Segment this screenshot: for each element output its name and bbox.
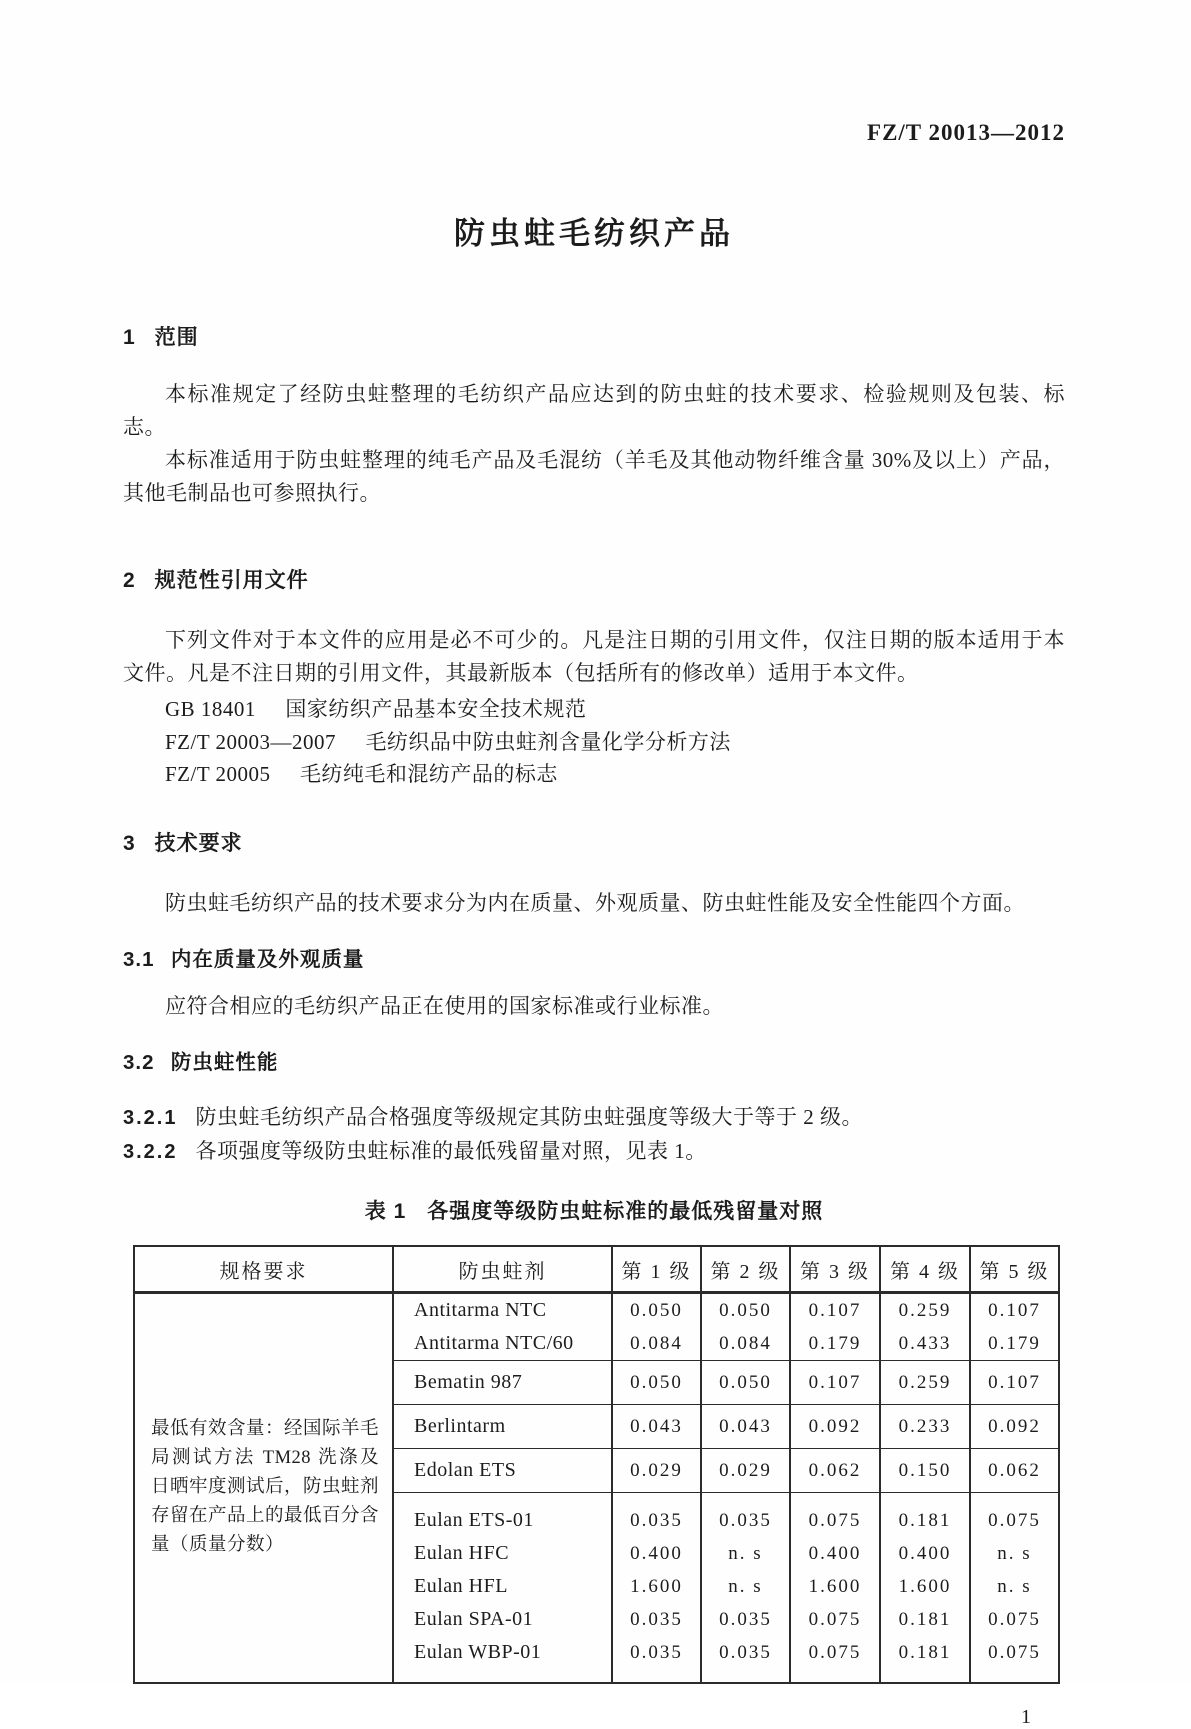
grade-value-cell: 0.107: [790, 1360, 880, 1404]
agent-name-cell: Edolan ETS: [393, 1448, 612, 1492]
grade-value-cell: 0.181: [880, 1603, 970, 1636]
agent-name-cell: Antitarma NTC/60: [393, 1327, 612, 1361]
scope-paragraph-1: 本标准规定了经防虫蛀整理的毛纺织产品应达到的防虫蛀的技术要求、检验规则及包装、标志。: [123, 382, 1065, 439]
table-header-row: [134, 1246, 1059, 1293]
subsection-number: 3.1: [123, 947, 155, 971]
grade-value-cell: 1.600: [880, 1570, 970, 1603]
table-caption-text: 各强度等级防虫蛀标准的最低残留量对照: [427, 1199, 824, 1223]
agent-name-cell: Eulan HFL: [393, 1570, 612, 1603]
page-content: [123, 0, 1065, 1729]
reference-code: GB 18401: [165, 697, 256, 721]
subsection-title: 防虫蛀性能: [170, 1050, 279, 1074]
column-header-grade-3: 第 3 级: [790, 1246, 880, 1293]
standard-code: FZ/T 20013—2012: [867, 120, 1065, 145]
reference-item: [123, 693, 1065, 726]
reference-item: [123, 758, 1065, 791]
clause-number: 3.2.1: [123, 1106, 178, 1129]
agent-name-cell: Eulan WBP-01: [393, 1636, 612, 1683]
grade-value-cell: 0.050: [612, 1292, 701, 1327]
section-number: 3: [123, 831, 136, 855]
section-heading-scope: [123, 321, 1065, 351]
reference-code: FZ/T 20003—2007: [165, 729, 337, 754]
scope-paragraph-2: 本标准适用于防虫蛀整理的纯毛产品及毛混纺（羊毛及其他动物纤维含量 30%及以上）产品，其他毛制品也可参照执行。: [123, 448, 1065, 505]
grade-value-cell: 0.400: [612, 1537, 701, 1570]
table-1-caption: [123, 1195, 1065, 1225]
grade-value-cell: 0.181: [880, 1492, 970, 1537]
column-header-grade-4: 第 4 级: [880, 1246, 970, 1293]
agent-name-cell: Eulan SPA-01: [393, 1603, 612, 1636]
grade-value-cell: 0.259: [880, 1292, 970, 1327]
section-number: 1: [123, 326, 136, 349]
grade-value-cell: 1.600: [790, 1570, 880, 1603]
grade-value-cell: 0.043: [612, 1404, 701, 1448]
clause-3-2-1: [123, 1101, 1065, 1135]
grade-value-cell: 1.600: [612, 1570, 701, 1603]
section-number: 2: [123, 569, 136, 592]
grade-value-cell: 0.050: [701, 1292, 790, 1327]
clause-3-2-2: [123, 1135, 1065, 1169]
page-number: 1: [1021, 1705, 1031, 1728]
grade-value-cell: 0.035: [612, 1492, 701, 1537]
grade-value-cell: n. s: [701, 1570, 790, 1603]
clause-text: 各项强度等级防虫蛀标准的最低残留量对照，见表 1。: [195, 1138, 707, 1163]
grade-value-cell: 0.035: [701, 1492, 790, 1537]
grade-value-cell: 0.233: [880, 1404, 970, 1448]
technical-intro: 防虫蛀毛纺织产品的技术要求分为内在质量、外观质量、防虫蛀性能及安全性能四个方面。: [165, 890, 1025, 915]
grade-value-cell: 0.029: [612, 1448, 701, 1492]
column-header-grade-1: 第 1 级: [612, 1246, 701, 1293]
reference-item: [123, 726, 1065, 759]
reference-title: 毛纺纯毛和混纺产品的标志: [299, 762, 558, 786]
table-row: [134, 1292, 1059, 1327]
grade-value-cell: 0.035: [701, 1603, 790, 1636]
grade-value-cell: n. s: [997, 1542, 1032, 1564]
table-caption-label: 表 1: [364, 1199, 407, 1223]
references-intro: 下列文件对于本文件的应用是必不可少的。凡是注日期的引用文件，仅注日期的版本适用于本文件。凡是不注日期的引用文件，其最新版本（包括所有的修改单）适用于本文件。: [123, 628, 1065, 685]
grade-value-cell: 0.075: [790, 1636, 880, 1683]
agent-name-cell: Eulan HFC: [393, 1537, 612, 1570]
grade-value-cell: 0.433: [880, 1327, 970, 1361]
section-title: 规范性引用文件: [154, 569, 309, 592]
subsection-heading-3-2: [123, 1045, 1065, 1075]
grade-value-cell: 0.075: [988, 1608, 1041, 1630]
column-header-spec: 规格要求: [134, 1246, 393, 1293]
grade-value-cell: 0.029: [701, 1448, 790, 1492]
grade-value-cell: 0.179: [988, 1332, 1041, 1354]
document-title: 防虫蛀毛纺织产品: [454, 216, 734, 251]
residue-comparison-table: [133, 1245, 1060, 1684]
agent-name-cell: Eulan ETS-01: [393, 1492, 612, 1537]
grade-value-cell: n. s: [701, 1537, 790, 1570]
subsection-number: 3.2: [123, 1050, 155, 1074]
grade-value-cell: 0.092: [970, 1404, 1059, 1448]
agent-name-cell: Berlintarm: [393, 1404, 612, 1448]
grade-value-cell: 0.084: [701, 1327, 790, 1361]
clause-number: 3.2.2: [123, 1140, 178, 1163]
section-heading-references: [123, 564, 1065, 594]
column-header-grade-2: 第 2 级: [701, 1246, 790, 1293]
reference-title: 毛纺织品中防虫蛀剂含量化学分析方法: [365, 729, 731, 754]
spec-requirement-cell: 最低有效含量：经国际羊毛局测试方法 TM28 洗涤及日晒牢度测试后，防虫蛀剂存留在产品上的最低百分含量（质量分数）: [134, 1292, 393, 1683]
grade-value-cell: 0.150: [880, 1448, 970, 1492]
grade-value-cell: 0.050: [701, 1360, 790, 1404]
column-header-agent: 防虫蛀剂: [393, 1246, 612, 1293]
grade-value-cell: 0.092: [790, 1404, 880, 1448]
grade-value-cell: 0.075: [988, 1641, 1041, 1663]
section-title: 技术要求: [154, 831, 243, 855]
grade-value-cell: 0.035: [612, 1603, 701, 1636]
grade-value-cell: 0.062: [970, 1448, 1059, 1492]
grade-value-cell: 0.043: [701, 1404, 790, 1448]
grade-value-cell: 0.400: [880, 1537, 970, 1570]
subsection-title: 内在质量及外观质量: [170, 947, 365, 971]
reference-list: [123, 693, 1065, 791]
subsection-3-1-body: 应符合相应的毛纺织产品正在使用的国家标准或行业标准。: [165, 993, 724, 1018]
grade-value-cell: 0.181: [880, 1636, 970, 1683]
section-heading-technical: [123, 827, 1065, 857]
subsection-heading-3-1: [123, 942, 1065, 972]
agent-name-cell: Bematin 987: [393, 1360, 612, 1404]
grade-value-cell: 0.050: [612, 1360, 701, 1404]
grade-value-cell: 0.035: [701, 1636, 790, 1683]
grade-value-cell: 0.400: [790, 1537, 880, 1570]
reference-code: FZ/T 20005: [165, 762, 271, 786]
grade-value-cell: 0.075: [970, 1492, 1059, 1537]
agent-name-cell: Antitarma NTC: [393, 1292, 612, 1327]
reference-title: 国家纺织产品基本安全技术规范: [285, 697, 587, 721]
grade-value-cell: 0.035: [612, 1636, 701, 1683]
clause-text: 防虫蛀毛纺织产品合格强度等级规定其防虫蛀强度等级大于等于 2 级。: [195, 1104, 863, 1129]
grade-value-cell: 0.107: [988, 1299, 1041, 1321]
grade-value-cell: 0.062: [790, 1448, 880, 1492]
grade-value-cell: 0.075: [790, 1603, 880, 1636]
grade-value-cell: 0.259: [880, 1360, 970, 1404]
grade-value-cell: 0.075: [790, 1492, 880, 1537]
grade-value-cell: 0.084: [612, 1327, 701, 1361]
grade-value-cell: 0.107: [970, 1360, 1059, 1404]
column-header-grade-5: 第 5 级: [970, 1246, 1059, 1293]
grade-value-cell: 0.107: [790, 1292, 880, 1327]
grade-value-cell: 0.179: [790, 1327, 880, 1361]
section-title: 范围: [154, 326, 199, 349]
grade-value-cell: n. s: [997, 1575, 1032, 1597]
